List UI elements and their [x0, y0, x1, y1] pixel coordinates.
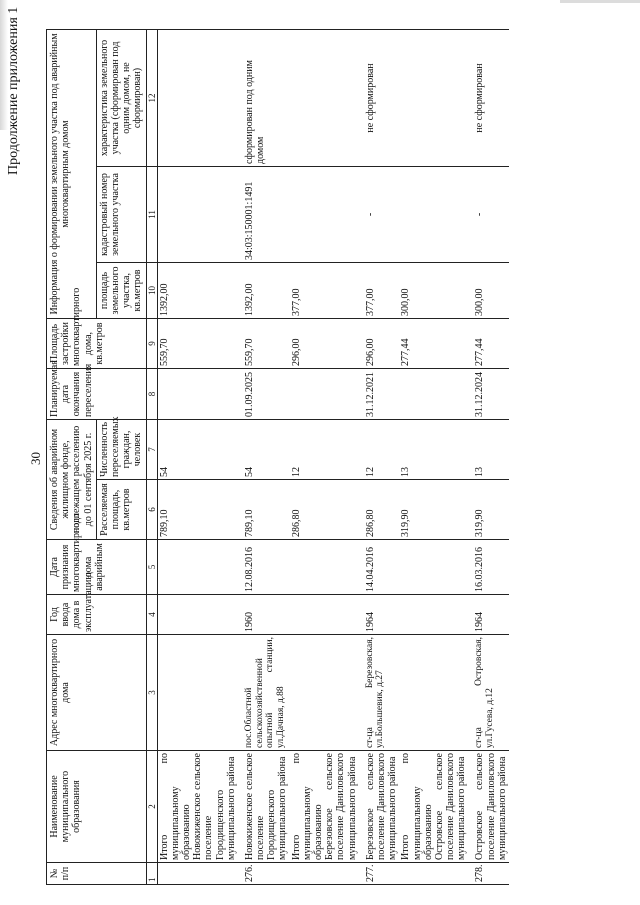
header-resettled-area: Расселяемая площадь, кв.метров	[96, 480, 146, 540]
cell-cadastral-number	[290, 167, 359, 263]
table-row-subtotal	[157, 29, 238, 884]
cell-building-area: 559,70	[238, 319, 290, 369]
cell-land-characteristic	[399, 29, 468, 166]
header-building-area: Площадь застройки многоквартирного дома, кв.метров	[47, 319, 147, 369]
cell-number	[290, 863, 359, 885]
cell-planned-date	[157, 369, 238, 420]
header-cadastral-number: кадастровый номер земельного участка	[96, 167, 146, 263]
header-row-1	[47, 29, 97, 884]
cell-building-area: 296,00	[290, 319, 359, 369]
column-number: 10	[146, 263, 157, 319]
cell-year	[399, 595, 468, 635]
cell-resettled-area: 319,90	[399, 480, 468, 540]
table-row-subtotal	[399, 29, 468, 884]
header-year: Год ввода дома в эксплуатацию	[47, 595, 147, 635]
cell-number: 277.	[359, 863, 400, 885]
cell-cadastral-number: -	[359, 167, 400, 263]
cell-building-area: 277,44	[399, 319, 468, 369]
table-row	[359, 29, 400, 884]
column-number: 5	[146, 540, 157, 595]
header-number: № п/п	[47, 863, 147, 885]
cell-planned-date: 31.12.2024	[468, 369, 509, 420]
cell-number	[399, 863, 468, 885]
cell-resettled-area: 789,10	[157, 480, 238, 540]
cell-land-characteristic: сформирован под одним домом	[238, 29, 290, 166]
cell-planned-date: 01.09.2025	[238, 369, 290, 420]
cell-land-area: 300,00	[399, 263, 468, 319]
header-address: Адрес многоквартирного дома	[47, 635, 147, 751]
cell-number	[157, 863, 238, 885]
cell-cadastral-number: -	[468, 167, 509, 263]
cell-cadastral-number	[157, 167, 238, 263]
cell-emergency-date	[290, 540, 359, 595]
cell-land-characteristic: не сформирован	[359, 29, 400, 166]
column-number: 4	[146, 595, 157, 635]
cell-year: 1964	[359, 595, 400, 635]
header-municipality: Наименование муниципального образования	[47, 751, 147, 863]
cell-planned-date: 31.12.2021	[359, 369, 400, 420]
cell-planned-date	[399, 369, 468, 420]
cell-resettled-area: 789,10	[238, 480, 290, 540]
cell-address	[157, 635, 238, 751]
cell-emergency-date	[399, 540, 468, 595]
cell-land-characteristic: не сформирован	[468, 29, 509, 166]
cell-land-area: 377,00	[359, 263, 400, 319]
cell-resettled-people: 13	[399, 420, 468, 480]
cell-resettled-people: 12	[359, 420, 400, 480]
cell-land-area: 1392,00	[157, 263, 238, 319]
cell-emergency-date: 14.04.2016	[359, 540, 400, 595]
cell-building-area: 277,44	[468, 319, 509, 369]
cell-land-characteristic	[157, 29, 238, 166]
column-number: 3	[146, 635, 157, 751]
header-land-characteristic: характеристика земельного участка (сформирован под одним домом, не сформирован)	[96, 29, 146, 166]
column-number: 6	[146, 480, 157, 540]
table-row	[468, 29, 509, 884]
cell-emergency-date: 12.08.2016	[238, 540, 290, 595]
cell-municipality: Березовское сельское поселение Даниловского муниципального района	[359, 751, 400, 863]
cell-municipality: Новокиженское сельское поселение Городищенского муниципального района	[238, 751, 290, 863]
cell-building-area: 296,00	[359, 319, 400, 369]
header-group-land-plot: Информация о формировании земельного участка под аварийным многоквартирным домом	[47, 29, 97, 318]
column-number: 1	[146, 863, 157, 885]
cell-year: 1960	[238, 595, 290, 635]
column-number: 8	[146, 369, 157, 420]
header-land-area: площадь земельного участка, кв.метров	[96, 263, 146, 319]
header-emergency-date: Дата признания многоквартирного дома аварийным	[47, 540, 147, 595]
cell-year	[290, 595, 359, 635]
cell-number: 276.	[238, 863, 290, 885]
emergency-housing-table	[46, 29, 509, 885]
header-group-housing-fund: Сведения об аварийном жилищном фонде, подлежащем расселению до 01 сентября 2025 г.	[47, 420, 97, 540]
table-row-subtotal	[290, 29, 359, 884]
cell-resettled-people: 54	[157, 420, 238, 480]
cell-cadastral-number	[399, 167, 468, 263]
table-row	[238, 29, 290, 884]
column-number: 7	[146, 420, 157, 480]
cell-year: 1964	[468, 595, 509, 635]
cell-resettled-people: 13	[468, 420, 509, 480]
cell-resettled-area: 319,90	[468, 480, 509, 540]
cell-land-area: 1392,00	[238, 263, 290, 319]
column-number: 9	[146, 319, 157, 369]
column-number: 12	[146, 29, 157, 166]
column-number-row	[146, 29, 157, 884]
cell-address: пос.Областной сельскохозяйственной опытной станции, ул.Дачная, д.88	[238, 635, 290, 751]
cell-resettled-people: 12	[290, 420, 359, 480]
cell-municipality: Островское сельское поселение Даниловского муниципального района	[468, 751, 509, 863]
cell-resettled-people: 54	[238, 420, 290, 480]
cell-address	[399, 635, 468, 751]
cell-planned-date	[290, 369, 359, 420]
cell-number: 278.	[468, 863, 509, 885]
column-number: 11	[146, 167, 157, 263]
cell-land-area: 377,00	[290, 263, 359, 319]
cell-address: ст-ца Островская, ул.Гусева, д.12	[468, 635, 509, 751]
cell-land-area: 300,00	[468, 263, 509, 319]
cell-address	[290, 635, 359, 751]
cell-resettled-area: 286,80	[290, 480, 359, 540]
cell-building-area: 559,70	[157, 319, 238, 369]
cell-year	[157, 595, 238, 635]
cell-municipality: Итого по муниципальному образованию Островское сельское поселение Даниловского муниципального района	[399, 751, 468, 863]
header-resettled-people: Численность переселяемых граждан, человек	[96, 420, 146, 480]
cell-municipality: Итого по муниципальному образованию Березовское сельское поселение Даниловского муниципального района	[290, 751, 359, 863]
cell-address: ст-ца Березовская, ул.Большевик, д.27	[359, 635, 400, 751]
cell-municipality: Итого по муниципальному образованию Новокиженское сельское поселение Городищенского муниципального района	[157, 751, 238, 863]
header-planned-date: Планируемая дата окончания переселения	[47, 369, 147, 420]
cell-emergency-date: 16.03.2016	[468, 540, 509, 595]
cell-cadastral-number: 34:03:150001:1491	[238, 167, 290, 263]
page-number: 30	[28, 452, 43, 465]
cell-resettled-area: 286,80	[359, 480, 400, 540]
cell-land-characteristic	[290, 29, 359, 166]
appendix-continuation-title: Продолжение приложения 1	[6, 6, 21, 175]
column-number: 2	[146, 751, 157, 863]
cell-emergency-date	[157, 540, 238, 595]
